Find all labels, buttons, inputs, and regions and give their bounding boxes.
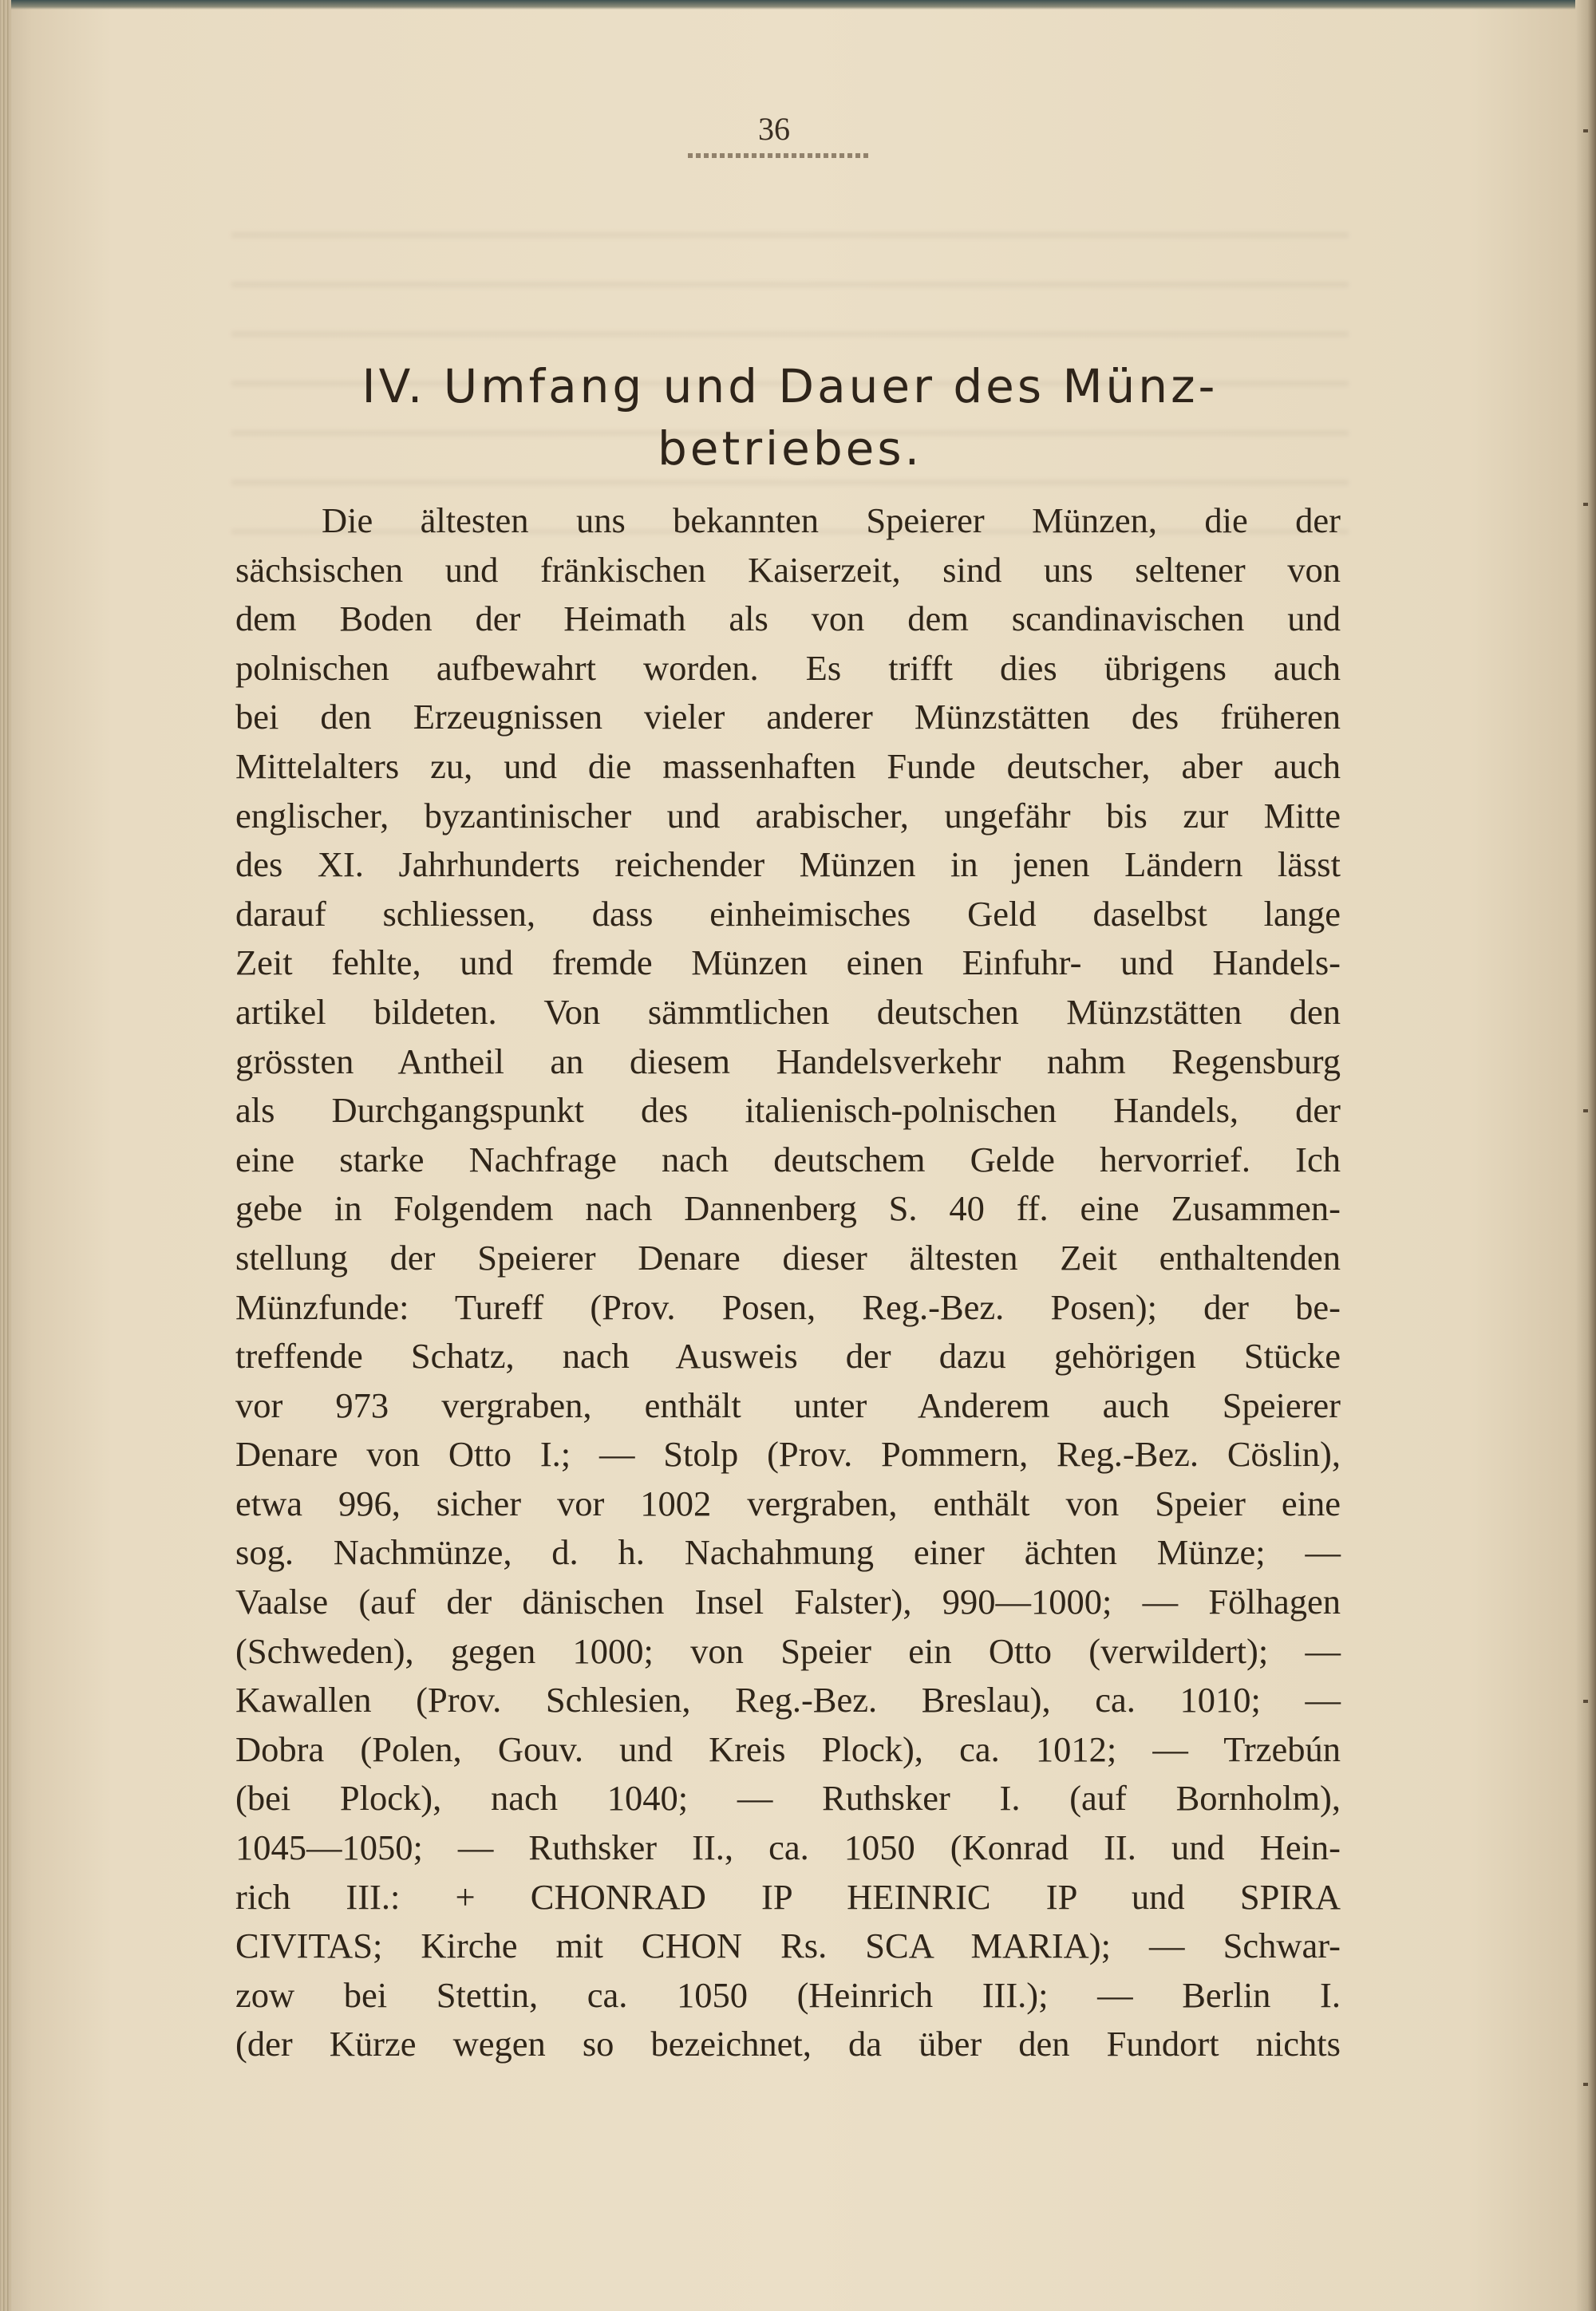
text-line: Denare von Otto I.; — Stolp (Prov. Pommern, Reg.-Bez. Cöslin), (235, 1434, 1341, 1475)
text-line: stellung der Speierer Denare dieser ältesten Zeit enthaltenden (235, 1237, 1341, 1278)
text-line: bei den Erzeugnissen vieler anderer Münzstätten des früheren (235, 697, 1341, 737)
chapter-heading-line-2: betriebes. (657, 421, 923, 476)
text-line: (Schweden), gegen 1000; von Speier ein Otto (verwildert); — (235, 1630, 1341, 1671)
text-line: sog. Nachmünze, d. h. Nachahmung einer ächten Münze; — (235, 1532, 1341, 1573)
page-number: 36 (758, 111, 790, 147)
page-number-ornament (688, 153, 870, 158)
text-line: englischer, byzantinischer und arabischer, ungefähr bis zur Mitte (235, 795, 1341, 836)
chapter-heading (239, 355, 1341, 480)
page-left-edge (0, 0, 11, 2311)
text-line: des XI. Jahrhunderts reichender Münzen in jenen Ländern lässt (235, 844, 1341, 885)
text-line: etwa 996, sicher vor 1002 vergraben, enthält von Speier eine (235, 1483, 1341, 1523)
text-line: Mittelalters zu, und die massenhaften Funde deutscher, aber auch (235, 745, 1341, 786)
text-line: (der Kürze wegen so bezeichnet, da über den Fundort nichts (235, 2024, 1341, 2064)
text-line: gebe in Folgendem nach Dannenberg S. 40 ff. eine Zusammen- (235, 1188, 1341, 1229)
text-line: eine starke Nachfrage nach deutschem Gelde hervorrief. Ich (235, 1139, 1341, 1179)
text-line: (bei Plock), nach 1040; — Ruthsker I. (auf Bornholm), (235, 1778, 1341, 1819)
text-line: Zeit fehlte, und fremde Münzen einen Einfuhr- und Handels- (235, 942, 1341, 983)
body-text (235, 496, 1341, 2069)
text-line: treffende Schatz, nach Ausweis der dazu gehörigen Stücke (235, 1336, 1341, 1377)
text-line: zow bei Stettin, ca. 1050 (Heinrich III.); — Berlin I. (235, 1974, 1341, 2015)
text-line: als Durchgangspunkt des italienisch-polnischen Handels, der (235, 1090, 1341, 1131)
text-line: sächsischen und fränkischen Kaiserzeit, sind uns seltener von (235, 549, 1341, 590)
text-line: rich III.: + CHONRAD IP HEINRIC IP und SPIRA (235, 1876, 1341, 1917)
text-line: Die ältesten uns bekannten Speierer Münzen, die der (322, 500, 1341, 540)
chapter-heading-line-1: IV. Umfang und Dauer des Münz- (361, 359, 1219, 413)
text-line: darauf schliessen, dass einheimisches Geld daselbst lange (235, 893, 1341, 934)
scan-top-edge (0, 0, 1596, 10)
text-line: Vaalse (auf der dänischen Insel Falster), 990—1000; — Fölhagen (235, 1582, 1341, 1622)
text-line: vor 973 vergraben, enthält unter Anderem auch Speierer (235, 1385, 1341, 1425)
text-line: polnischen aufbewahrt worden. Es trifft dies übrigens auch (235, 647, 1341, 688)
margin-marks (1582, 120, 1593, 2194)
text-line: Münzfunde: Tureff (Prov. Posen, Reg.-Bez. Posen); der be- (235, 1286, 1341, 1327)
text-line: dem Boden der Heimath als von dem scandinavischen und (235, 598, 1341, 639)
text-line: 1045—1050; — Ruthsker II., ca. 1050 (Konrad II. und Hein- (235, 1827, 1341, 1868)
text-line: Dobra (Polen, Gouv. und Kreis Plock), ca. 1012; — Trzebún (235, 1728, 1341, 1769)
text-line: CIVITAS; Kirche mit CHON Rs. SCA MARIA); — Schwar- (235, 1926, 1341, 1966)
text-line: Kawallen (Prov. Schlesien, Reg.-Bez. Breslau), ca. 1010; — (235, 1680, 1341, 1720)
text-line: artikel bildeten. Von sämmtlichen deutschen Münzstätten den (235, 991, 1341, 1032)
text-line: grössten Antheil an diesem Handelsverkehr nahm Regensburg (235, 1041, 1341, 1081)
